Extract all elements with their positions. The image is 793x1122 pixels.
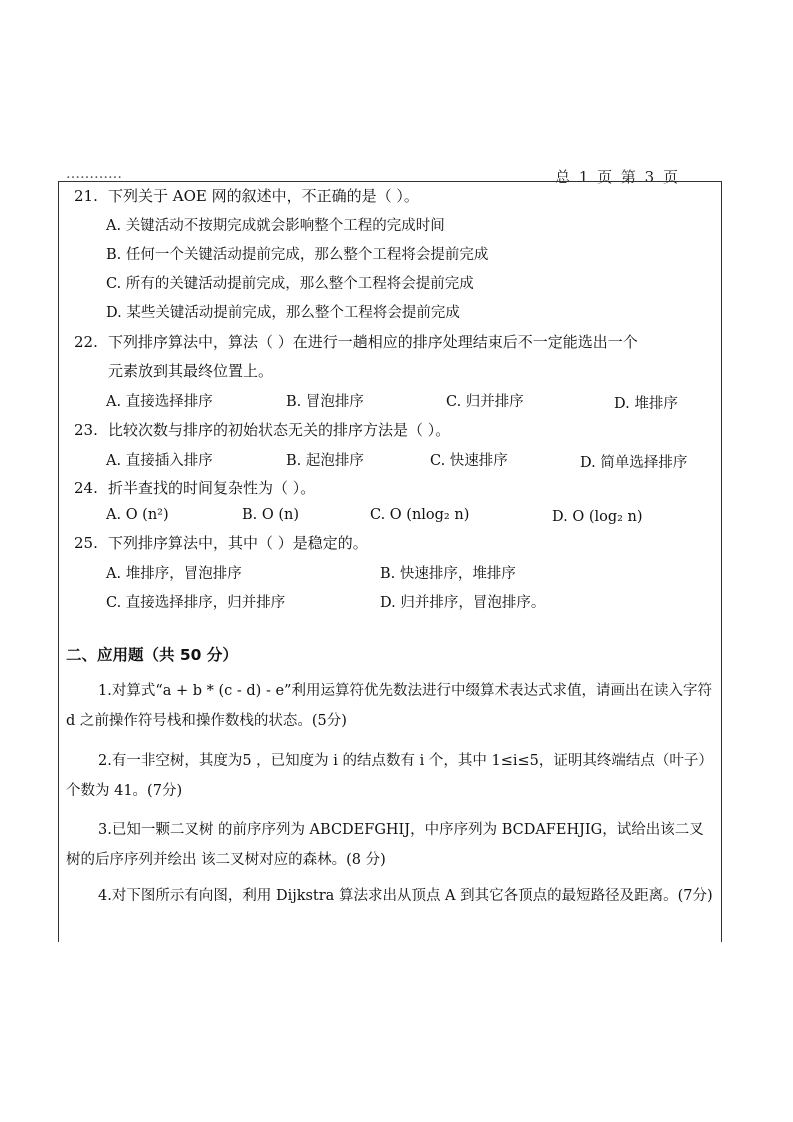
option-d: D. O (log₂ n) <box>552 509 643 525</box>
question-21 <box>74 185 419 206</box>
option-c: C. 所有的关键活动提前完成，那么整个工程将会提前完成 <box>106 276 474 292</box>
question-25 <box>74 532 368 553</box>
section-title: 二、应用题（共 50 分） <box>66 646 238 664</box>
option-c: C. 直接选择排序，归并排序 <box>106 595 286 611</box>
question-stem: 比较次数与排序的初始状态无关的排序方法是（ ）。 <box>108 421 451 439</box>
question-stem: 下列排序算法中，算法（ ）在进行一趟相应的排序处理结束后不一定能选出一个 <box>108 333 638 351</box>
option-d: D. 简单选择排序 <box>580 455 688 471</box>
application-question-2 <box>66 746 716 806</box>
option-b: B. 冒泡排序 <box>286 394 364 410</box>
option-b: B. O (n) <box>242 507 300 523</box>
question-text: 4.对下图所示有向图，利用 Dijkstra 算法求出从顶点 A 到其它各顶点的最短路径及距离。(7分) <box>98 888 713 904</box>
question-stem: 下列排序算法中，其中（ ）是稳定的。 <box>108 534 368 552</box>
question-number: 25. <box>74 534 98 552</box>
option-c: C. 快速排序 <box>430 453 508 469</box>
option-d: D. 堆排序 <box>614 396 678 412</box>
question-23 <box>74 419 450 440</box>
option-a: A. 直接选择排序 <box>106 394 213 410</box>
question-number: 24. <box>74 479 98 497</box>
option-d: D. 归并排序，冒泡排序。 <box>380 595 546 611</box>
question-text: 2.有一非空树，其度为5 ，已知度为 i 的结点数有 i 个，其中 1≤i≤5，证明其终端结点（叶子）个数为 41。(7分) <box>66 753 713 799</box>
question-stem: 折半查找的时间复杂性为（ ）。 <box>108 479 316 497</box>
option-c: C. 归并排序 <box>446 394 524 410</box>
option-a: A. 堆排序，冒泡排序 <box>106 566 242 582</box>
option-c: C. O (nlog₂ n) <box>370 507 470 523</box>
option-a: A. 直接插入排序 <box>106 453 213 469</box>
application-question-3 <box>66 815 716 875</box>
application-question-4 <box>66 881 716 911</box>
option-d: D. 某些关键活动提前完成，那么整个工程将会提前完成 <box>106 305 460 321</box>
page-number: 总 1 页 第 3 页 <box>555 168 680 184</box>
question-number: 22. <box>74 333 98 351</box>
option-b: B. 起泡排序 <box>286 453 364 469</box>
question-22 <box>74 331 638 352</box>
option-a: A. O (n²) <box>106 507 169 523</box>
option-b: B. 快速排序，堆排序 <box>380 566 516 582</box>
question-number: 23. <box>74 421 98 439</box>
question-text: 1.对算式“a + b * (c - d) - e”利用运算符优先数法进行中缀算术表达式求值，请画出在读入字符 d 之前操作符号栈和操作数栈的状态。(5分) <box>66 683 712 729</box>
question-number: 21. <box>74 187 98 205</box>
question-24 <box>74 477 315 498</box>
option-a: A. 关键活动不按期完成就会影响整个工程的完成时间 <box>106 218 445 234</box>
application-question-1 <box>66 676 716 736</box>
option-b: B. 任何一个关键活动提前完成，那么整个工程将会提前完成 <box>106 247 489 263</box>
question-stem-continued: 元素放到其最终位置上。 <box>108 362 274 380</box>
question-stem: 下列关于 AOE 网的叙述中，不正确的是（ ）。 <box>108 187 419 205</box>
header-left: ………… <box>66 166 122 182</box>
question-text: 3.已知一颗二叉树 的前序序列为 ABCDEFGHIJ，中序序列为 BCDAFEHJIG，试给出该二叉树的后序序列并绘出 该二叉树对应的森林。(8 分) <box>66 822 704 868</box>
